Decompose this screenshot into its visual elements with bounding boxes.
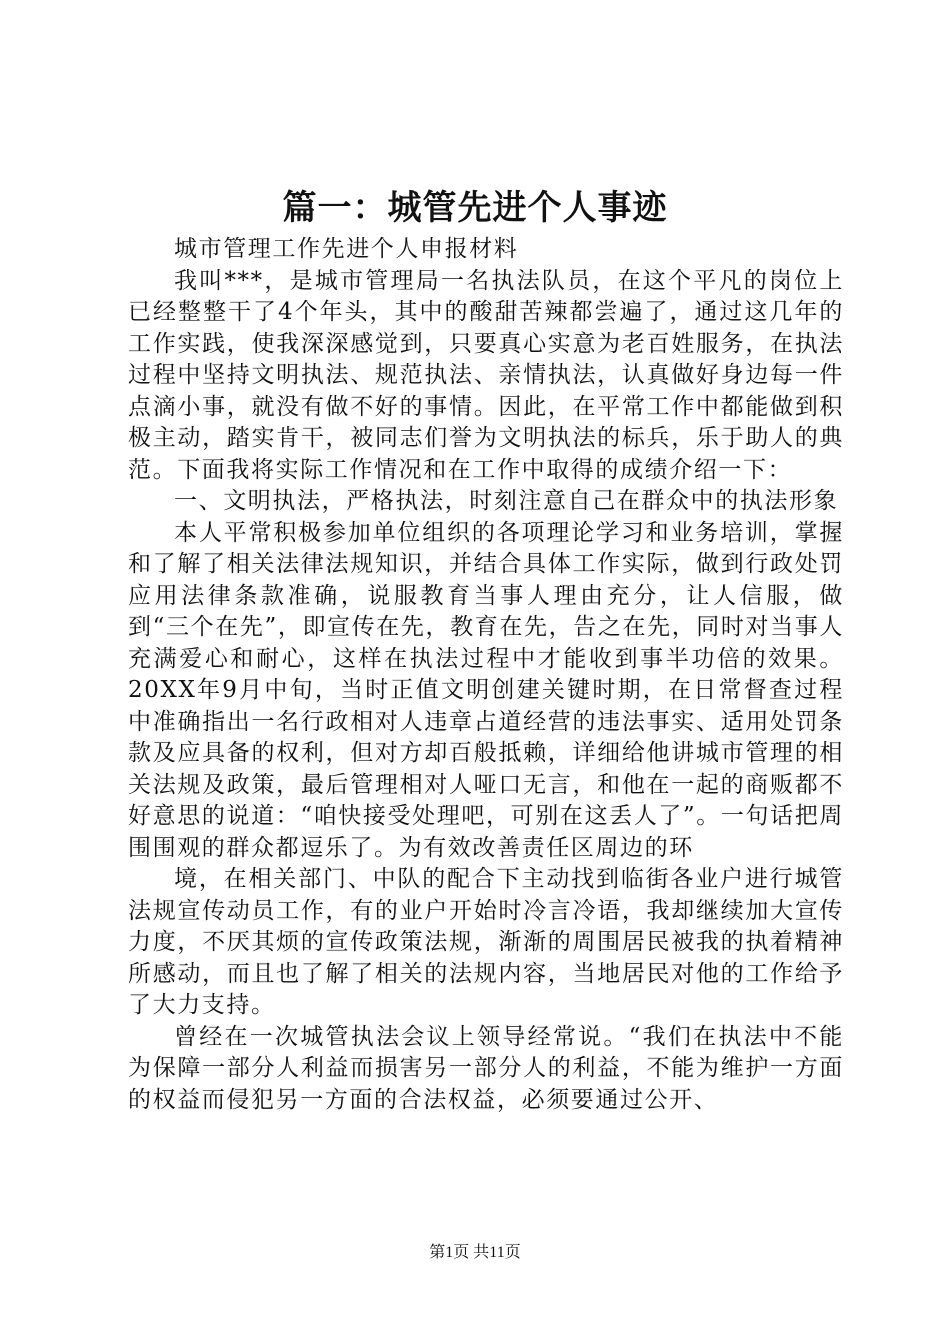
- document-body: [128, 234, 844, 1116]
- paragraph-body: 境，在相关部门、中队的配合下主动找到临街各业户进行城管法规宣传动员工作，有的业户开始时冷言冷语，我却继续加大宣传力度，不厌其烦的宣传政策法规，渐渐的周围居民被我的执着精神所感动，而且也了解了相关的法规内容，当地居民对他的工作给予了大力支持。: [128, 866, 844, 1018]
- paragraph-intro: 我叫***，是城市管理局一名执法队员，在这个平凡的岗位上已经整整干了4个年头，其中的酸甜苦辣都尝遍了，通过这几年的工作实践，使我深深感觉到，只要真心实意为老百姓服务，在执法过程中坚持文明执法、规范执法、亲情执法，认真做好身边每一件点滴小事，就没有做不好的事情。因此，在平常工作中都能做到积极主动，踏实肯干，被同志们誉为文明执法的标兵，乐于助人的典范。下面我将实际工作情况和在工作中取得的成绩介绍一下：: [128, 267, 844, 483]
- document-title: 篇一：城管先进个人事迹: [282, 188, 668, 228]
- page-footer: 第1页 共11页: [429, 1244, 521, 1261]
- paragraph-body: 曾经在一次城管执法会议上领导经常说。“我们在执法中不能为保障一部分人利益而损害另一部分人的利益，不能为维护一方面的权益而侵犯另一方面的合法权益，必须要通过公开、: [128, 1023, 844, 1113]
- paragraph-body: 本人平常积极参加单位组织的各项理论学习和业务培训，掌握和了解了相关法律法规知识，并结合具体工作实际，做到行政处罚应用法律条款准确，说服教育当事人理由充分，让人信服，做到“三个在先”，即宣传在先，教育在先，告之在先，同时对当事人充满爱心和耐心，这样在执法过程中才能收到事半功倍的效果。20XX年9月中旬，当时正值文明创建关键时期，在日常督查过程中准确指出一名行政相对人违章占道经营的违法事实、适用处罚条款及应具备的权利，但对方却百般抵赖，详细给他讲城市管理的相关法规及政策，最后管理相对人哑口无言，和他在一起的商贩都不好意思的说道：“咱快接受处理吧，可别在这丢人了”。一句话把周围围观的群众都逗乐了。为有效改善责任区周边的环: [128, 519, 844, 861]
- paragraph-subtitle: 城市管理工作先进个人申报材料: [174, 236, 519, 262]
- paragraph-section-heading: 一、文明执法，严格执法，时刻注意自己在群众中的执法形象: [174, 488, 839, 514]
